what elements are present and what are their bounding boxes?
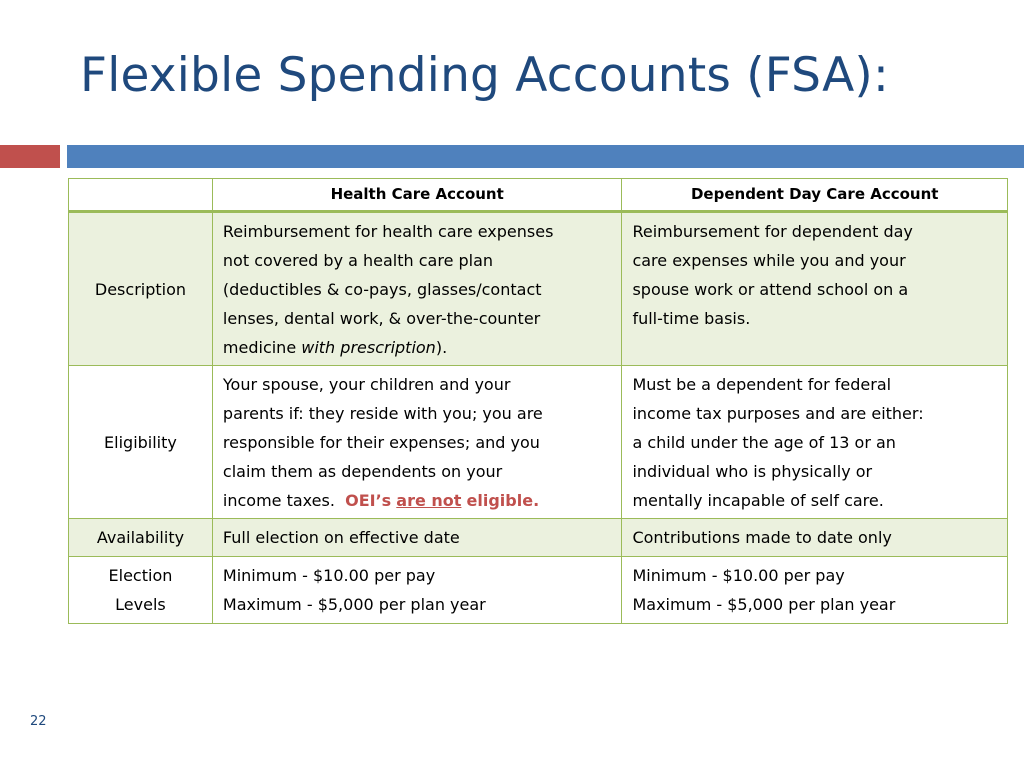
row-label-election-levels <box>69 557 213 624</box>
with-prescription-text: with prescription <box>301 338 436 357</box>
dependent-eligibility-line: mentally incapable of self care. <box>632 491 884 510</box>
fsa-comparison-table <box>68 178 1008 624</box>
health-description-line: Reimbursement for health care expenses <box>222 222 554 241</box>
page-number: 22 <box>30 714 47 729</box>
election-label-line: Levels <box>115 595 166 614</box>
health-description-line: medicine <box>222 338 302 357</box>
health-election-cell <box>212 557 622 624</box>
dependent-eligibility-line: Must be a dependent for federal <box>632 375 892 394</box>
table-header-row <box>69 179 1008 212</box>
dependent-description-line: spouse work or attend school on a <box>632 280 909 299</box>
row-label-availability: Availability <box>69 519 213 557</box>
health-eligibility-cell <box>212 366 622 519</box>
eligible-warning-text: eligible. <box>466 491 540 510</box>
dependent-description-line: Reimbursement for dependent day <box>632 222 913 241</box>
dependent-eligibility-line: individual who is physically or <box>632 462 873 481</box>
oei-warning-text: OEI’s <box>345 491 392 510</box>
table-row-eligibility <box>69 366 1008 519</box>
dependent-election-cell <box>622 557 1008 624</box>
election-label-line: Election <box>108 566 173 585</box>
header-health-care-account: Health Care Account <box>212 179 622 212</box>
header-empty-cell <box>69 179 213 212</box>
health-eligibility-line: income taxes. <box>222 491 346 510</box>
health-availability-cell: Full election on effective date <box>212 519 622 557</box>
dependent-description-cell <box>622 212 1008 366</box>
health-description-line: lenses, dental work, & over-the-counter <box>222 309 541 328</box>
dependent-eligibility-line: income tax purposes and are either: <box>632 404 924 423</box>
health-description-line: not covered by a health care plan <box>222 251 494 270</box>
dependent-eligibility-cell <box>622 366 1008 519</box>
health-eligibility-line: claim them as dependents on your <box>222 462 503 481</box>
are-not-warning-text: are not <box>396 491 462 510</box>
row-label-description: Description <box>69 212 213 366</box>
dependent-eligibility-line: a child under the age of 13 or an <box>632 433 896 452</box>
health-election-minimum: Minimum - $10.00 per pay <box>222 566 436 585</box>
dependent-availability-cell: Contributions made to date only <box>622 519 1008 557</box>
health-description-cell <box>212 212 622 366</box>
table-row-election-levels <box>69 557 1008 624</box>
health-eligibility-line: Your spouse, your children and your <box>222 375 511 394</box>
table-row-description <box>69 212 1008 366</box>
health-eligibility-line: responsible for their expenses; and you <box>222 433 540 452</box>
dependent-description-line: full-time basis. <box>632 309 751 328</box>
dependent-election-maximum: Maximum - $5,000 per plan year <box>632 595 896 614</box>
header-dependent-day-care-account: Dependent Day Care Account <box>622 179 1008 212</box>
dependent-description-line: care expenses while you and your <box>632 251 906 270</box>
slide-title: Flexible Spending Accounts (FSA): <box>80 48 889 103</box>
health-eligibility-line: parents if: they reside with you; you are <box>222 404 543 423</box>
health-description-line-end: ). <box>435 338 448 357</box>
row-label-eligibility: Eligibility <box>69 366 213 519</box>
dependent-election-minimum: Minimum - $10.00 per pay <box>632 566 845 585</box>
accent-bar-red <box>0 145 60 168</box>
health-election-maximum: Maximum - $5,000 per plan year <box>222 595 486 614</box>
health-description-line: (deductibles & co-pays, glasses/contact <box>222 280 542 299</box>
table-row-availability <box>69 519 1008 557</box>
accent-bar-blue <box>67 145 1024 168</box>
